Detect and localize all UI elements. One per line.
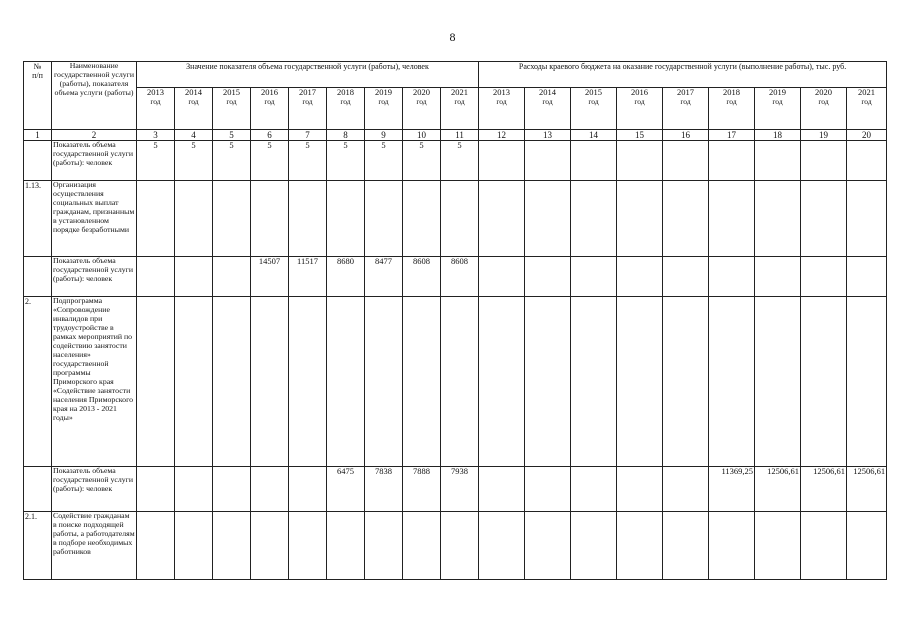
row-value-cell bbox=[617, 467, 663, 512]
year-value: 2015 bbox=[223, 87, 240, 97]
expense-year-header bbox=[571, 88, 617, 130]
row-value-cell bbox=[479, 297, 525, 467]
row-value-cell: 7938 bbox=[441, 467, 479, 512]
row-value-cell bbox=[617, 297, 663, 467]
row-value-cell bbox=[327, 297, 365, 467]
row-value-cell bbox=[479, 141, 525, 181]
row-value-cell bbox=[709, 297, 755, 467]
year-suffix: год bbox=[496, 96, 507, 106]
row-number bbox=[24, 141, 52, 181]
year-suffix: год bbox=[680, 96, 691, 106]
row-value-cell bbox=[479, 467, 525, 512]
row-value-cell: 7888 bbox=[403, 467, 441, 512]
indicator-year-header bbox=[365, 88, 403, 130]
row-value-cell bbox=[755, 141, 801, 181]
row-value-cell bbox=[251, 181, 289, 257]
row-value-cell bbox=[289, 297, 327, 467]
year-suffix: год bbox=[818, 96, 829, 106]
table-row bbox=[24, 512, 887, 580]
table-row bbox=[24, 297, 887, 467]
row-value-cell bbox=[801, 257, 847, 297]
row-value-cell bbox=[755, 512, 801, 580]
column-number: 4 bbox=[175, 130, 213, 141]
year-suffix: год bbox=[454, 96, 465, 106]
row-name: Содействие гражданам в поиске подходящей работы, а работодателям в подборе необходимых работников bbox=[52, 512, 137, 580]
year-value: 2021 bbox=[451, 87, 469, 97]
row-value-cell bbox=[801, 141, 847, 181]
indicator-year-header bbox=[251, 88, 289, 130]
row-value-cell bbox=[137, 181, 175, 257]
header-row-groups bbox=[24, 62, 887, 88]
row-value-cell: 5 bbox=[441, 141, 479, 181]
column-number: 5 bbox=[213, 130, 251, 141]
row-value-cell bbox=[365, 297, 403, 467]
row-value-cell: 12506,61 bbox=[801, 467, 847, 512]
row-number: 2. bbox=[24, 297, 52, 467]
year-value: 2018 bbox=[723, 87, 741, 97]
column-number: 2 bbox=[52, 130, 137, 141]
header-indicator-group: Значение показателя объема государственной услуги (работы), человек bbox=[137, 62, 479, 88]
row-value-cell bbox=[525, 512, 571, 580]
row-value-cell bbox=[479, 257, 525, 297]
row-value-cell bbox=[801, 297, 847, 467]
row-value-cell bbox=[709, 181, 755, 257]
row-number bbox=[24, 467, 52, 512]
row-value-cell: 5 bbox=[251, 141, 289, 181]
row-value-cell bbox=[617, 257, 663, 297]
expense-year-header bbox=[525, 88, 571, 130]
column-number: 20 bbox=[847, 130, 887, 141]
row-value-cell bbox=[251, 467, 289, 512]
expense-year-header bbox=[801, 88, 847, 130]
row-value-cell: 14507 bbox=[251, 257, 289, 297]
row-value-cell bbox=[755, 257, 801, 297]
row-value-cell: 8477 bbox=[365, 257, 403, 297]
year-value: 2019 bbox=[769, 87, 787, 97]
row-value-cell bbox=[251, 512, 289, 580]
header-num: № п/п bbox=[24, 62, 52, 130]
year-suffix: год bbox=[726, 96, 737, 106]
column-number: 9 bbox=[365, 130, 403, 141]
row-value-cell bbox=[571, 297, 617, 467]
row-name: Показатель объема государственной услуги (работы): человек bbox=[52, 257, 137, 297]
row-value-cell bbox=[365, 181, 403, 257]
row-value-cell bbox=[801, 181, 847, 257]
row-value-cell bbox=[663, 297, 709, 467]
row-value-cell: 5 bbox=[137, 141, 175, 181]
row-value-cell bbox=[801, 512, 847, 580]
row-value-cell bbox=[617, 181, 663, 257]
expense-year-header bbox=[479, 88, 525, 130]
indicator-year-header bbox=[289, 88, 327, 130]
row-value-cell bbox=[289, 467, 327, 512]
row-value-cell bbox=[525, 467, 571, 512]
indicator-year-header bbox=[441, 88, 479, 130]
row-value-cell bbox=[571, 181, 617, 257]
header-expense-group: Расходы краевого бюджета на оказание государственной услуги (выполнение работы), тыс. руб. bbox=[479, 62, 887, 88]
row-value-cell bbox=[571, 467, 617, 512]
header-row-years bbox=[24, 88, 887, 130]
table-row bbox=[24, 467, 887, 512]
row-number: 1.13. bbox=[24, 181, 52, 257]
column-number: 18 bbox=[755, 130, 801, 141]
row-value-cell: 5 bbox=[175, 141, 213, 181]
page-number: 8 bbox=[449, 30, 456, 44]
row-value-cell bbox=[441, 297, 479, 467]
indicator-year-header bbox=[403, 88, 441, 130]
column-number: 17 bbox=[709, 130, 755, 141]
row-value-cell bbox=[571, 512, 617, 580]
year-suffix: год bbox=[416, 96, 427, 106]
expense-year-header bbox=[755, 88, 801, 130]
row-value-cell bbox=[137, 257, 175, 297]
year-value: 2021 bbox=[858, 87, 876, 97]
row-value-cell bbox=[663, 257, 709, 297]
column-number: 6 bbox=[251, 130, 289, 141]
year-value: 2020 bbox=[815, 87, 833, 97]
row-value-cell bbox=[663, 181, 709, 257]
year-value: 2013 bbox=[147, 87, 164, 97]
column-number: 12 bbox=[479, 130, 525, 141]
row-value-cell bbox=[847, 297, 887, 467]
row-value-cell bbox=[403, 297, 441, 467]
row-value-cell bbox=[289, 181, 327, 257]
row-value-cell: 8608 bbox=[441, 257, 479, 297]
year-value: 2018 bbox=[337, 87, 354, 97]
row-value-cell bbox=[213, 512, 251, 580]
year-value: 2014 bbox=[539, 87, 557, 97]
row-value-cell bbox=[525, 181, 571, 257]
year-value: 2015 bbox=[585, 87, 603, 97]
year-suffix: год bbox=[542, 96, 553, 106]
row-value-cell: 5 bbox=[213, 141, 251, 181]
row-value-cell bbox=[755, 297, 801, 467]
row-value-cell bbox=[847, 512, 887, 580]
year-value: 2019 bbox=[375, 87, 392, 97]
row-value-cell bbox=[175, 512, 213, 580]
column-number: 13 bbox=[525, 130, 571, 141]
table-row bbox=[24, 141, 887, 181]
row-value-cell: 6475 bbox=[327, 467, 365, 512]
year-value: 2017 bbox=[677, 87, 695, 97]
row-value-cell: 5 bbox=[403, 141, 441, 181]
row-value-cell bbox=[175, 181, 213, 257]
row-value-cell bbox=[617, 141, 663, 181]
row-value-cell bbox=[403, 181, 441, 257]
indicator-year-header bbox=[327, 88, 365, 130]
row-value-cell bbox=[365, 512, 403, 580]
column-number: 1 bbox=[24, 130, 52, 141]
table-row bbox=[24, 181, 887, 257]
row-value-cell bbox=[175, 257, 213, 297]
state-service-table bbox=[23, 61, 887, 580]
row-value-cell: 7838 bbox=[365, 467, 403, 512]
row-value-cell bbox=[663, 467, 709, 512]
year-suffix: год bbox=[150, 96, 161, 106]
indicator-year-header bbox=[137, 88, 175, 130]
row-name: Показатель объема государственной услуги (работы): человек bbox=[52, 467, 137, 512]
expense-year-header bbox=[709, 88, 755, 130]
row-value-cell bbox=[213, 181, 251, 257]
row-value-cell bbox=[327, 512, 365, 580]
year-value: 2014 bbox=[185, 87, 202, 97]
year-suffix: год bbox=[861, 96, 872, 106]
row-value-cell bbox=[617, 512, 663, 580]
column-number: 19 bbox=[801, 130, 847, 141]
year-value: 2016 bbox=[631, 87, 649, 97]
year-value: 2017 bbox=[299, 87, 316, 97]
row-value-cell: 12506,61 bbox=[755, 467, 801, 512]
row-value-cell bbox=[847, 181, 887, 257]
expense-year-header bbox=[617, 88, 663, 130]
column-number: 15 bbox=[617, 130, 663, 141]
row-value-cell bbox=[213, 297, 251, 467]
year-value: 2013 bbox=[493, 87, 511, 97]
indicator-year-header bbox=[175, 88, 213, 130]
year-suffix: год bbox=[188, 96, 199, 106]
year-suffix: год bbox=[588, 96, 599, 106]
row-value-cell: 5 bbox=[327, 141, 365, 181]
row-value-cell bbox=[479, 512, 525, 580]
row-value-cell bbox=[213, 257, 251, 297]
row-value-cell bbox=[571, 141, 617, 181]
expense-year-header bbox=[847, 88, 887, 130]
column-number: 8 bbox=[327, 130, 365, 141]
header-name: Наименование государственной услуги (работы), показателя объема услуги (работы) bbox=[52, 62, 137, 130]
row-value-cell bbox=[525, 297, 571, 467]
row-name: Показатель объема государственной услуги (работы): человек bbox=[52, 141, 137, 181]
row-value-cell bbox=[441, 181, 479, 257]
row-value-cell bbox=[709, 257, 755, 297]
row-value-cell bbox=[525, 257, 571, 297]
year-suffix: год bbox=[340, 96, 351, 106]
year-suffix: год bbox=[264, 96, 275, 106]
row-value-cell bbox=[525, 141, 571, 181]
row-value-cell: 8608 bbox=[403, 257, 441, 297]
row-value-cell bbox=[847, 141, 887, 181]
row-value-cell bbox=[289, 512, 327, 580]
row-value-cell bbox=[709, 141, 755, 181]
row-value-cell bbox=[479, 181, 525, 257]
indicator-year-header bbox=[213, 88, 251, 130]
column-number: 14 bbox=[571, 130, 617, 141]
year-value: 2020 bbox=[413, 87, 430, 97]
year-suffix: год bbox=[302, 96, 313, 106]
row-value-cell bbox=[137, 467, 175, 512]
row-value-cell bbox=[755, 181, 801, 257]
row-value-cell bbox=[213, 467, 251, 512]
column-number: 3 bbox=[137, 130, 175, 141]
row-value-cell bbox=[251, 297, 289, 467]
row-value-cell bbox=[327, 181, 365, 257]
row-value-cell bbox=[137, 512, 175, 580]
row-name: Подпрограмма «Сопровождение инвалидов при трудоустройстве в рамках мероприятий по содействию занятости населения» государственной программы Приморского края «Содействие занятости населения Приморского края на 2013 - 2021 годы» bbox=[52, 297, 137, 467]
row-value-cell: 11517 bbox=[289, 257, 327, 297]
row-value-cell: 5 bbox=[289, 141, 327, 181]
row-value-cell bbox=[441, 512, 479, 580]
column-number: 11 bbox=[441, 130, 479, 141]
expense-year-header bbox=[663, 88, 709, 130]
column-number: 16 bbox=[663, 130, 709, 141]
table-row bbox=[24, 257, 887, 297]
year-suffix: год bbox=[634, 96, 645, 106]
row-name: Организация осуществления социальных выплат гражданам, признанным в установленном порядке безработными bbox=[52, 181, 137, 257]
row-number: 2.1. bbox=[24, 512, 52, 580]
year-suffix: год bbox=[772, 96, 783, 106]
row-value-cell bbox=[137, 297, 175, 467]
row-value-cell bbox=[571, 257, 617, 297]
row-value-cell: 11369,25 bbox=[709, 467, 755, 512]
row-value-cell bbox=[175, 297, 213, 467]
row-value-cell bbox=[175, 467, 213, 512]
row-value-cell bbox=[403, 512, 441, 580]
row-number bbox=[24, 257, 52, 297]
row-value-cell: 5 bbox=[365, 141, 403, 181]
column-number-row bbox=[24, 130, 887, 141]
year-suffix: год bbox=[378, 96, 389, 106]
year-suffix: год bbox=[226, 96, 237, 106]
row-value-cell bbox=[847, 257, 887, 297]
row-value-cell: 8680 bbox=[327, 257, 365, 297]
row-value-cell bbox=[663, 512, 709, 580]
column-number: 10 bbox=[403, 130, 441, 141]
column-number: 7 bbox=[289, 130, 327, 141]
row-value-cell: 12506,61 bbox=[847, 467, 887, 512]
year-value: 2016 bbox=[261, 87, 278, 97]
row-value-cell bbox=[663, 141, 709, 181]
row-value-cell bbox=[709, 512, 755, 580]
